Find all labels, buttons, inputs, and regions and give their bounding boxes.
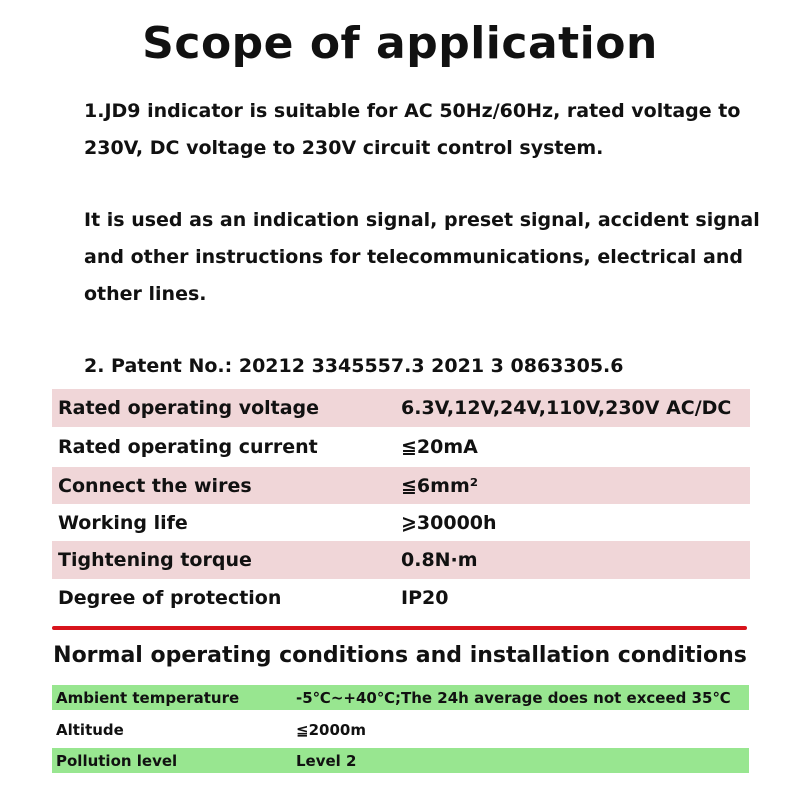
spec-value: ≦20mA xyxy=(401,436,478,458)
spec-label: Rated operating current xyxy=(58,436,318,458)
condition-label: Ambient temperature xyxy=(56,688,240,707)
conditions-title: Normal operating conditions and installation conditions xyxy=(53,643,747,668)
patent-paragraph: 2. Patent No.: 20212 3345557.3 2021 3 0863305.6 xyxy=(84,355,624,377)
condition-value: ≦2000m xyxy=(296,720,366,739)
section-divider xyxy=(52,626,747,630)
spec-value: IP20 xyxy=(401,587,449,609)
condition-row-pollution-level xyxy=(52,748,749,773)
spec-row-wires xyxy=(52,467,750,504)
spec-value: ⩾30000h xyxy=(401,511,497,534)
spec-row-rated-voltage xyxy=(52,389,750,427)
spec-label: Rated operating voltage xyxy=(58,397,320,419)
spec-value: 6.3V,12V,24V,110V,230V AC/DC xyxy=(401,397,732,419)
spec-value: 0.8N·m xyxy=(401,549,478,571)
spec-label: Working life xyxy=(58,511,188,534)
usage-paragraph: It is used as an indication signal, preset signal, accident signal and other instructions for telecommunications, electrical and other lines. xyxy=(84,209,760,305)
spec-row-working-life xyxy=(52,505,750,540)
spec-label: Tightening torque xyxy=(58,549,252,571)
spec-label: Connect the wires xyxy=(58,474,252,497)
condition-value: -5℃~+40℃;The 24h average does not exceed 35℃ xyxy=(296,688,731,707)
page-title: Scope of application xyxy=(142,18,658,69)
condition-label: Pollution level xyxy=(56,751,178,770)
spec-label: Degree of protection xyxy=(58,587,282,609)
spec-value: ≦6mm² xyxy=(401,474,479,497)
condition-row-altitude xyxy=(52,717,749,742)
spec-row-protection xyxy=(52,580,750,616)
condition-label: Altitude xyxy=(56,720,124,739)
spec-row-torque xyxy=(52,541,750,579)
suitability-paragraph: 1.JD9 indicator is suitable for AC 50Hz/60Hz, rated voltage to 230V, DC voltage to 230V circuit control system. xyxy=(84,100,741,159)
condition-row-ambient-temperature xyxy=(52,685,749,710)
condition-value: Level 2 xyxy=(296,751,357,770)
spec-row-rated-current xyxy=(52,428,750,466)
